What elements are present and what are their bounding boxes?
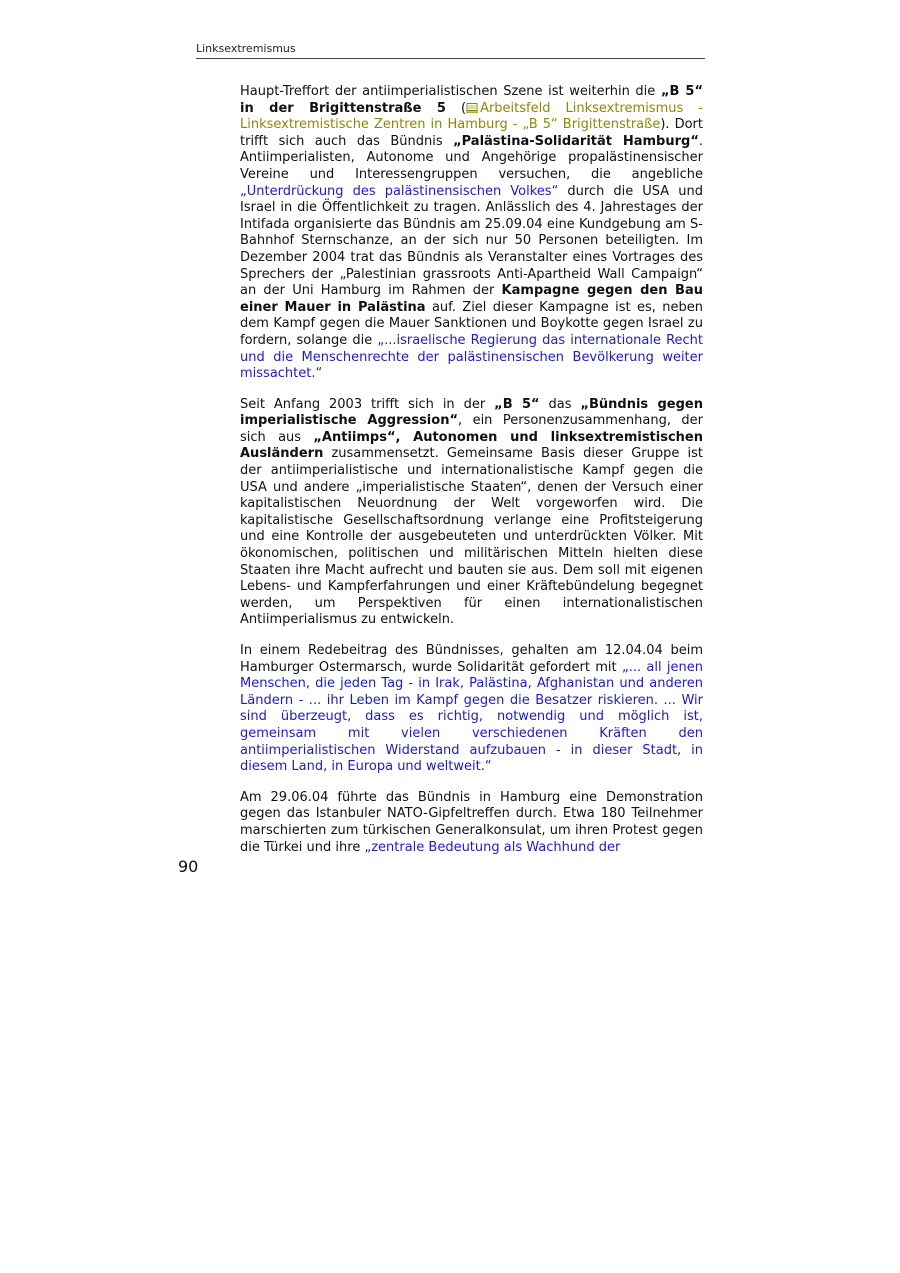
text: , ein Personenzusammenhang, der sich aus	[240, 413, 703, 445]
cross-reference-text[interactable]: Arbeitsfeld Linksextremismus - Linksextremistische Zentren in Hamburg - „B 5“ Brigittenstraße	[240, 100, 703, 133]
bold-text: „B 5“ in der Brigittenstraße 5	[240, 84, 704, 116]
paragraph-ostermarsch	[240, 643, 703, 776]
quotation: „...israelische Regierung das internationale Recht und die Menschenrechte der palästinensischen Bevölkerung weiter missachtet.“	[240, 332, 703, 382]
text: das	[539, 396, 581, 412]
text: ). Dort trifft sich auch das Bündnis	[240, 117, 703, 149]
quotation: „zentrale Bedeutung als Wachhund der	[364, 839, 621, 855]
bold-text: „Palästina-Solidarität Hamburg“	[453, 133, 699, 149]
bold-text: Kampagne gegen den Bau einer Mauer in Palästina	[240, 283, 703, 315]
text: zusammensetzt. Gemeinsame Basis dieser Gruppe ist der antiimperialistische und internationalistische Kampf gegen die USA und andere „imperialistische Staaten“, denen der Versuch einer kapitalistischen Neuordnung der Welt vorgeworfen wird. Die kapitalistische Gesellschaftsordnung verlange eine Profitsteigerung und eine Kontrolle der ausgebeuteten und unterdrückten Völker. Mit ökonomischen, politischen und militärischen Mitteln hielten diese Staaten ihre Macht aufrecht und bauten sie aus. Dem soll mit eigenen Lebens- und Kampferfahrungen und einer Kräftebündelung begegnet werden, um Perspektiven für einen internationalistischen Antiimperialismus zu entwickeln.	[240, 446, 703, 628]
text: auf. Ziel dieser Kampagne ist es, neben dem Kampf gegen die Mauer Sanktionen und Boykotte gegen Israel zu fordern, solange die	[240, 299, 703, 348]
computer-monitor-icon	[466, 103, 478, 113]
text: durch die USA und Israel in die Öffentlichkeit zu tragen. Anlässlich des 4. Jahrestages der Intifada organisierte das Bündnis am 25.09.04 eine Kundgebung am S-Bahnhof Sternschanze, an der sich nur 50 Personen beteiligten. Im Dezember 2004 trat das Bündnis als Veranstalter eines Vortrages des Sprechers der „Palestinian grassroots Anti-Apartheid Wall Campaign“ an der Uni Hamburg im Rahmen der	[240, 183, 703, 299]
paragraph-buendnis	[240, 397, 703, 629]
quotation: „... all jenen Menschen, die jeden Tag - in Irak, Palästina, Afghanistan und anderen Ländern - ... ihr Leben im Kampf gegen die Besatzer riskieren. ... Wir sind überzeugt, dass es richtig, notwendig und möglich ist, gemeinsam mit vielen verschiedenen Kräften den antiimperialistischen Widerstand aufzubauen - in dieser Stadt, in diesem Land, in Europa und weltweit.“	[240, 659, 703, 775]
paragraph-b5	[240, 84, 703, 383]
text: Haupt-Treffort der antiimperialistischen Szene ist weiterhin die	[240, 84, 661, 99]
bold-text: „Antiimps“, Autonomen und linksextremistischen Ausländern	[240, 429, 704, 462]
text: In einem Redebeitrag des Bündnisses, gehalten am 12.04.04 beim Hamburger Ostermarsch, wurde Solidarität gefordert mit	[240, 643, 703, 675]
text: . Antiimperialisten, Autonome und Angehörige propalästinensischer Vereine und Interessengruppen versuchen, die angebliche	[240, 133, 704, 182]
bold-text: „Bündnis gegen imperialistische Aggression“	[240, 396, 703, 429]
bold-text: „B 5“	[494, 396, 540, 412]
text: Seit Anfang 2003 trifft sich in der	[240, 396, 495, 412]
text: Am 29.06.04 führte das Bündnis in Hamburg eine Demonstration gegen das Istanbuler NATO-Gipfeltreffen durch. Etwa 180 Teilnehmer marschierten zum türkischen Generalkonsulat, um ihren Protest gegen die Türkei und ihre	[240, 789, 703, 855]
paragraph-demonstration	[240, 790, 703, 856]
running-header: Linksextremismus	[196, 42, 296, 55]
text: (	[445, 100, 467, 116]
page-number: 90	[178, 857, 199, 876]
header-rule	[196, 58, 705, 59]
page-body	[240, 84, 703, 870]
quotation: „Unterdrückung des palästinensischen Volkes“	[240, 183, 559, 199]
